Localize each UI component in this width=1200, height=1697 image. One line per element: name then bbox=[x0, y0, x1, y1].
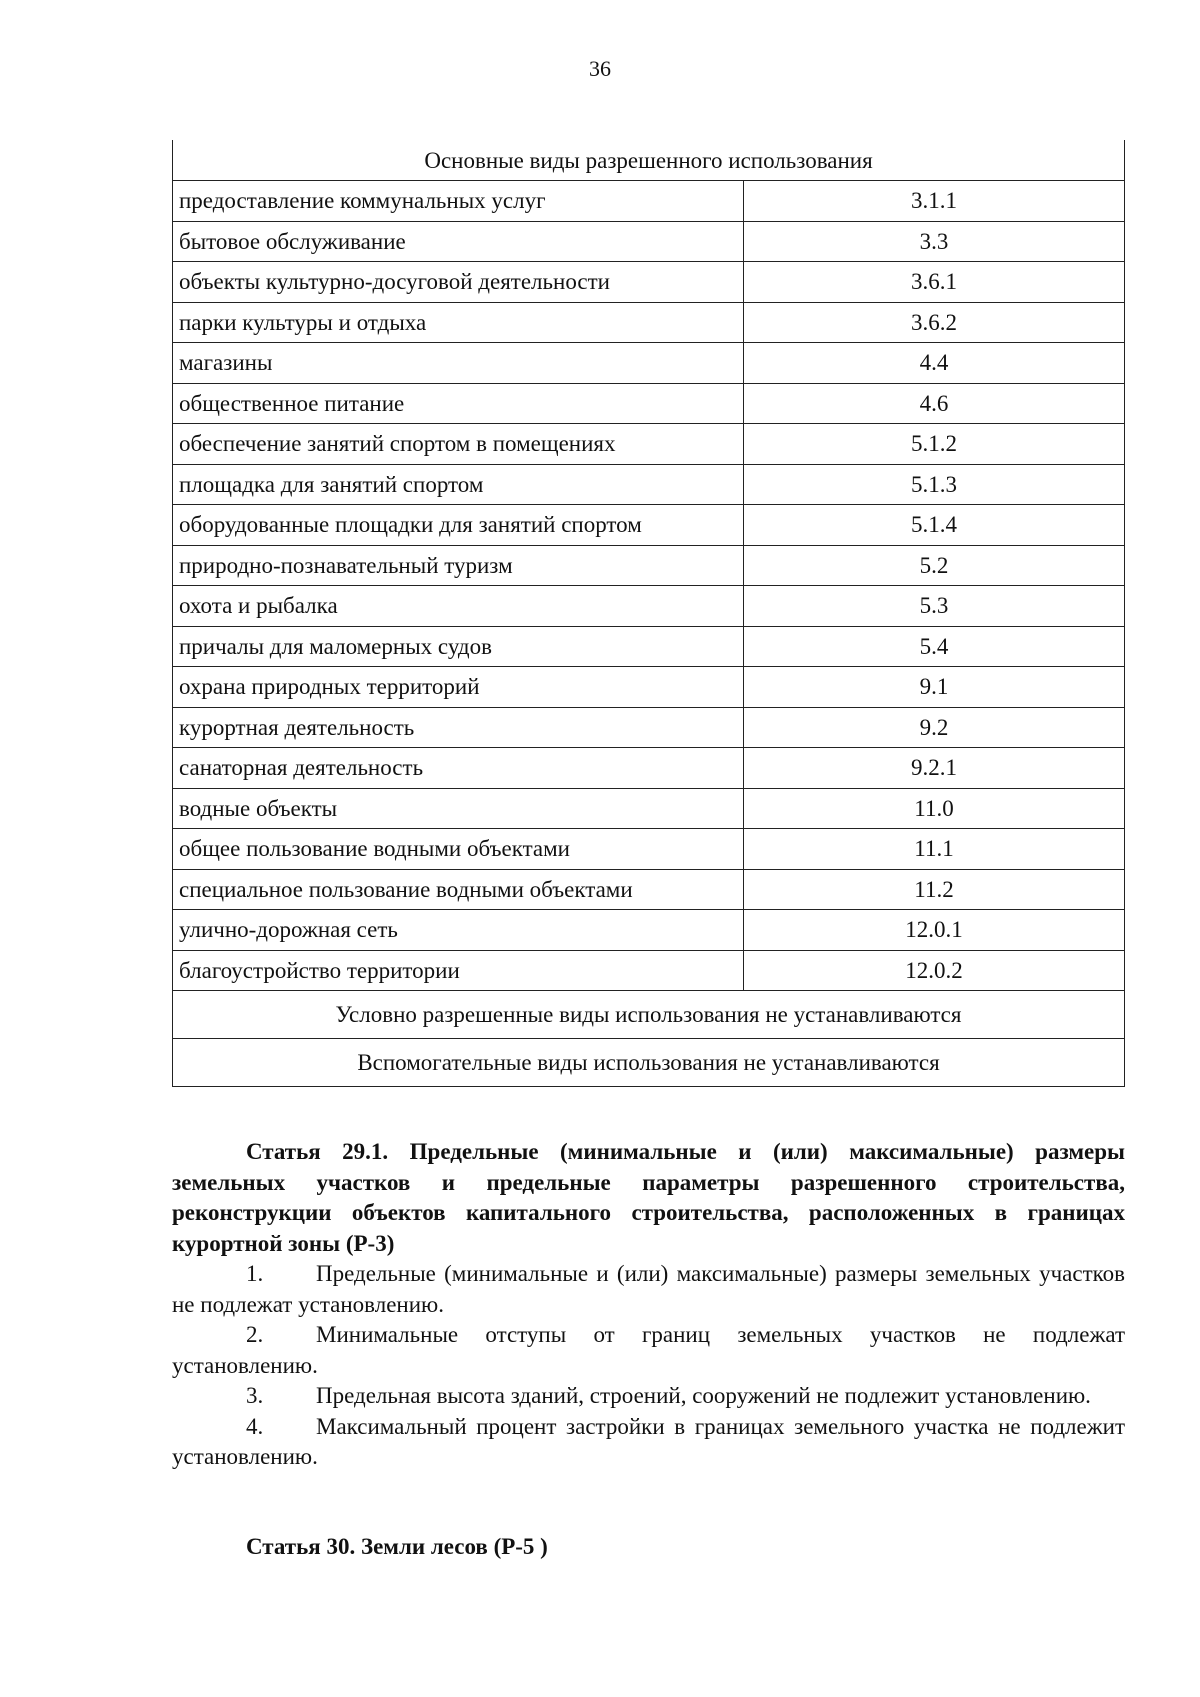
clause-1 bbox=[172, 1259, 1125, 1320]
use-label: бытовое обслуживание bbox=[173, 221, 744, 262]
use-code: 3.3 bbox=[744, 221, 1125, 262]
use-label: охота и рыбалка bbox=[173, 586, 744, 627]
use-label: объекты культурно-досуговой деятельности bbox=[173, 262, 744, 303]
use-label: предоставление коммунальных услуг bbox=[173, 181, 744, 222]
clause-text: Максимальный процент застройки в границах земельного участка не подлежит установлению. bbox=[172, 1413, 1125, 1469]
use-code: 9.2.1 bbox=[744, 748, 1125, 789]
use-label: водные объекты bbox=[173, 788, 744, 829]
use-label: общее пользование водными объектами bbox=[173, 829, 744, 870]
table-row bbox=[173, 667, 1125, 708]
clause-3 bbox=[172, 1381, 1125, 1412]
use-code: 5.4 bbox=[744, 626, 1125, 667]
table-row bbox=[173, 788, 1125, 829]
use-code: 4.6 bbox=[744, 383, 1125, 424]
table-row bbox=[173, 464, 1125, 505]
table-row bbox=[173, 626, 1125, 667]
use-code: 9.2 bbox=[744, 707, 1125, 748]
table-row bbox=[173, 302, 1125, 343]
use-label: обеспечение занятий спортом в помещениях bbox=[173, 424, 744, 465]
conditional-uses-note: Условно разрешенные виды использования не устанавливаются bbox=[173, 991, 1125, 1039]
use-label: специальное пользование водными объектами bbox=[173, 869, 744, 910]
article-29-1 bbox=[172, 1137, 1125, 1473]
table-row bbox=[173, 950, 1125, 991]
use-label: общественное питание bbox=[173, 383, 744, 424]
table-row bbox=[173, 707, 1125, 748]
table-row bbox=[173, 505, 1125, 546]
use-label: природно-познавательный туризм bbox=[173, 545, 744, 586]
table-row bbox=[173, 383, 1125, 424]
page-number: 36 bbox=[589, 56, 611, 81]
use-code: 3.1.1 bbox=[744, 181, 1125, 222]
use-label: охрана природных территорий bbox=[173, 667, 744, 708]
use-code: 4.4 bbox=[744, 343, 1125, 384]
clause-text: Предельные (минимальные и (или) максимальные) размеры земельных участков не подлежат установлению. bbox=[172, 1261, 1125, 1317]
table-row bbox=[173, 586, 1125, 627]
table-row bbox=[173, 869, 1125, 910]
use-code: 5.2 bbox=[744, 545, 1125, 586]
article-29-1-heading: Статья 29.1. Предельные (минимальные и (или) максимальные) размеры земельных участков и предельные параметры разрешенного строительства, реконструкции объектов капитального строительства, расположенных в границах курортной зоны (Р-3) bbox=[172, 1139, 1125, 1256]
table-row bbox=[173, 262, 1125, 303]
use-code: 11.1 bbox=[744, 829, 1125, 870]
use-code: 5.3 bbox=[744, 586, 1125, 627]
use-label: улично-дорожная сеть bbox=[173, 910, 744, 951]
auxiliary-uses-row bbox=[173, 1039, 1125, 1087]
use-label: оборудованные площадки для занятий спортом bbox=[173, 505, 744, 546]
clause-text: Предельная высота зданий, строений, сооружений не подлежит установлению. bbox=[316, 1383, 1091, 1408]
article-30-heading: Статья 30. Земли лесов (Р-5 ) bbox=[246, 1534, 548, 1559]
use-label: курортная деятельность bbox=[173, 707, 744, 748]
clause-text: Минимальные отступы от границ земельных участков не подлежат установлению. bbox=[172, 1322, 1125, 1378]
clause-number: 2. bbox=[246, 1322, 264, 1347]
use-label: причалы для маломерных судов bbox=[173, 626, 744, 667]
use-code: 11.2 bbox=[744, 869, 1125, 910]
table-row bbox=[173, 181, 1125, 222]
use-label: благоустройство территории bbox=[173, 950, 744, 991]
use-label: магазины bbox=[173, 343, 744, 384]
conditional-uses-row bbox=[173, 991, 1125, 1039]
auxiliary-uses-note: Вспомогательные виды использования не устанавливаются bbox=[173, 1039, 1125, 1087]
clause-2 bbox=[172, 1320, 1125, 1381]
table-header: Основные виды разрешенного использования bbox=[173, 140, 1125, 181]
clause-number: 3. bbox=[246, 1383, 264, 1408]
clause-number: 1. bbox=[246, 1261, 264, 1286]
use-code: 12.0.2 bbox=[744, 950, 1125, 991]
table-header-row bbox=[173, 140, 1125, 181]
clause-number: 4. bbox=[246, 1413, 264, 1439]
table-row bbox=[173, 221, 1125, 262]
use-code: 12.0.1 bbox=[744, 910, 1125, 951]
use-code: 3.6.2 bbox=[744, 302, 1125, 343]
use-label: площадка для занятий спортом bbox=[173, 464, 744, 505]
use-code: 9.1 bbox=[744, 667, 1125, 708]
use-code: 11.0 bbox=[744, 788, 1125, 829]
article-30 bbox=[172, 1532, 1125, 1563]
permitted-use-table bbox=[172, 140, 1125, 1087]
use-label: санаторная деятельность bbox=[173, 748, 744, 789]
use-code: 5.1.3 bbox=[744, 464, 1125, 505]
table-row bbox=[173, 829, 1125, 870]
use-code: 5.1.4 bbox=[744, 505, 1125, 546]
clause-4 bbox=[172, 1412, 1125, 1473]
table-row bbox=[173, 910, 1125, 951]
table-row bbox=[173, 424, 1125, 465]
table-row bbox=[173, 748, 1125, 789]
use-label: парки культуры и отдыха bbox=[173, 302, 744, 343]
table-row bbox=[173, 343, 1125, 384]
table-row bbox=[173, 545, 1125, 586]
use-code: 5.1.2 bbox=[744, 424, 1125, 465]
use-code: 3.6.1 bbox=[744, 262, 1125, 303]
